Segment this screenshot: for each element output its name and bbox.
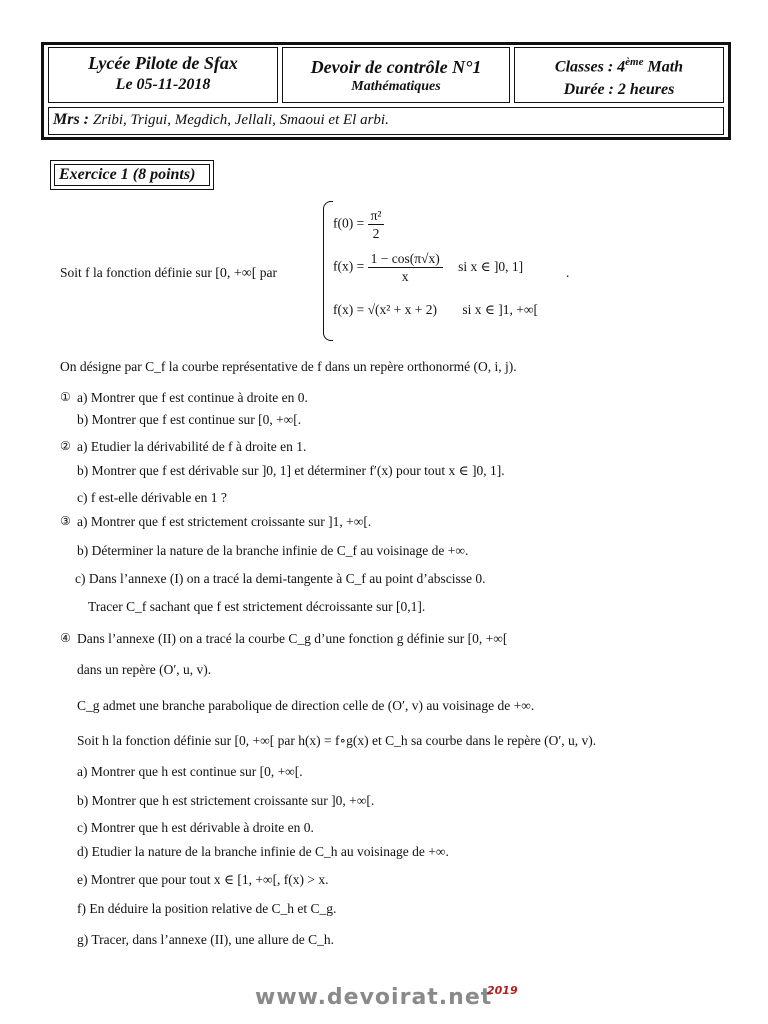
case1-lhs: f(0) = [333,215,365,231]
piecewise-case-1 [333,207,384,242]
q3c: c) Dans l’annexe (I) on a tracé la demi-tangente à C_f au point d’abscisse 0. [75,571,486,586]
q3b: b) Déterminer la nature de la branche infinie de C_f au voisinage de +∞. [77,543,469,558]
case2-den: x [401,269,409,284]
class-cell [514,47,724,103]
q4e: e) Montrer que pour tout x ∈ [1, +∞[, f(x) > x. [77,872,329,887]
site-watermark: www.devoirat.net [255,985,493,1010]
marker-4: ④ [60,631,71,645]
q3c-trace: Tracer C_f sachant que f est strictement décroissante sur [0,1]. [88,599,426,614]
definition-domain: [0, +∞[ [215,266,257,281]
class-label [515,52,723,77]
duration: Durée : 2 heures [563,81,675,99]
curve-definition-line: On désigne par C_f la courbe représentative de f dans un repère orthonormé (O, i, j). [60,359,517,374]
exercise-title-box [50,160,214,190]
q4g: g) Tracer, dans l’annexe (II), une allure de C_h. [77,932,334,947]
q4d: d) Etudier la nature de la branche infinie de C_h au voisinage de +∞. [77,844,449,859]
q4b: b) Montrer que h est strictement croissante sur ]0, +∞[. [77,793,375,808]
class-sup: ème [625,56,644,68]
teachers-label: Mrs : [53,111,90,128]
piecewise-case-2 [333,250,523,285]
case2-lhs: f(x) = [333,258,365,274]
q4-h-definition: Soit h la fonction définie sur [0, +∞[ par h(x) = f∘g(x) et C_h sa courbe dans le repère (O′, u, v). [77,733,597,748]
definition-intro [60,264,277,282]
exam-title: Devoir de contrôle N°1 [310,57,482,77]
exam-subject: Mathématiques [351,79,441,94]
marker-1: ① [60,390,71,404]
watermark-year: 2019 [487,984,518,997]
exercise-points: (8 points) [132,166,196,183]
q2a: a) Etudier la dérivabilité de f à droite en 1. [77,439,307,454]
exercise-title [54,164,210,186]
case2-num: 1 − cos(π√x) [368,250,443,268]
q4c: c) Montrer que h est dérivable à droite en 0. [77,820,314,835]
case2-condition: si x ∈ ]0, 1] [458,258,524,274]
case1-num: π² [368,207,385,225]
marker-2: ② [60,439,71,453]
class-text: Classes : 4 [554,58,626,76]
q3a: a) Montrer que f est strictement croissante sur ]1, +∞[. [77,514,372,529]
marker-3: ③ [60,514,71,528]
case1-den: 2 [372,226,380,241]
q1b: b) Montrer que f est continue sur [0, +∞[. [77,412,302,427]
piecewise-case-3 [333,301,538,318]
school-cell [48,47,278,103]
definition-intro-text: Soit f la fonction définie sur [60,265,212,280]
definition-dot: . [566,265,570,280]
q1a: a) Montrer que f est continue à droite en 0. [77,390,308,405]
exercise-title-text: Exercice 1 [59,166,129,183]
q2b: b) Montrer que f est dérivable sur ]0, 1] et déterminer f′(x) pour tout x ∈ ]0, 1]. [77,463,505,478]
q4-branch: C_g admet une branche parabolique de direction celle de (O′, v) au voisinage de +∞. [77,698,535,713]
exam-date: Le 05-11-2018 [115,76,211,93]
piecewise-brace [323,201,333,341]
q4-repere: dans un repère (O′, u, v). [77,662,212,677]
q4a: a) Montrer que h est continue sur [0, +∞[. [77,764,303,779]
case1-fraction [368,207,385,242]
case2-fraction [368,250,443,285]
q4-intro: Dans l’annexe (II) on a tracé la courbe C_g d’une fonction g définie sur [0, +∞[ [77,631,508,646]
class-tail: Math [643,58,684,76]
q4f: f) En déduire la position relative de C_h et C_g. [77,901,337,916]
teachers-names: Zribi, Trigui, Megdich, Jellali, Smaoui et El arbi. [93,112,389,128]
school-name: Lycée Pilote de Sfax [88,53,238,73]
case3-expr: f(x) = √(x² + x + 2) [333,302,438,317]
q2c: c) f est-elle dérivable en 1 ? [77,490,227,505]
teachers-cell [48,107,724,135]
case3-condition: si x ∈ ]1, +∞[ [462,302,539,317]
title-cell [282,47,510,103]
definition-par: par [259,265,278,280]
